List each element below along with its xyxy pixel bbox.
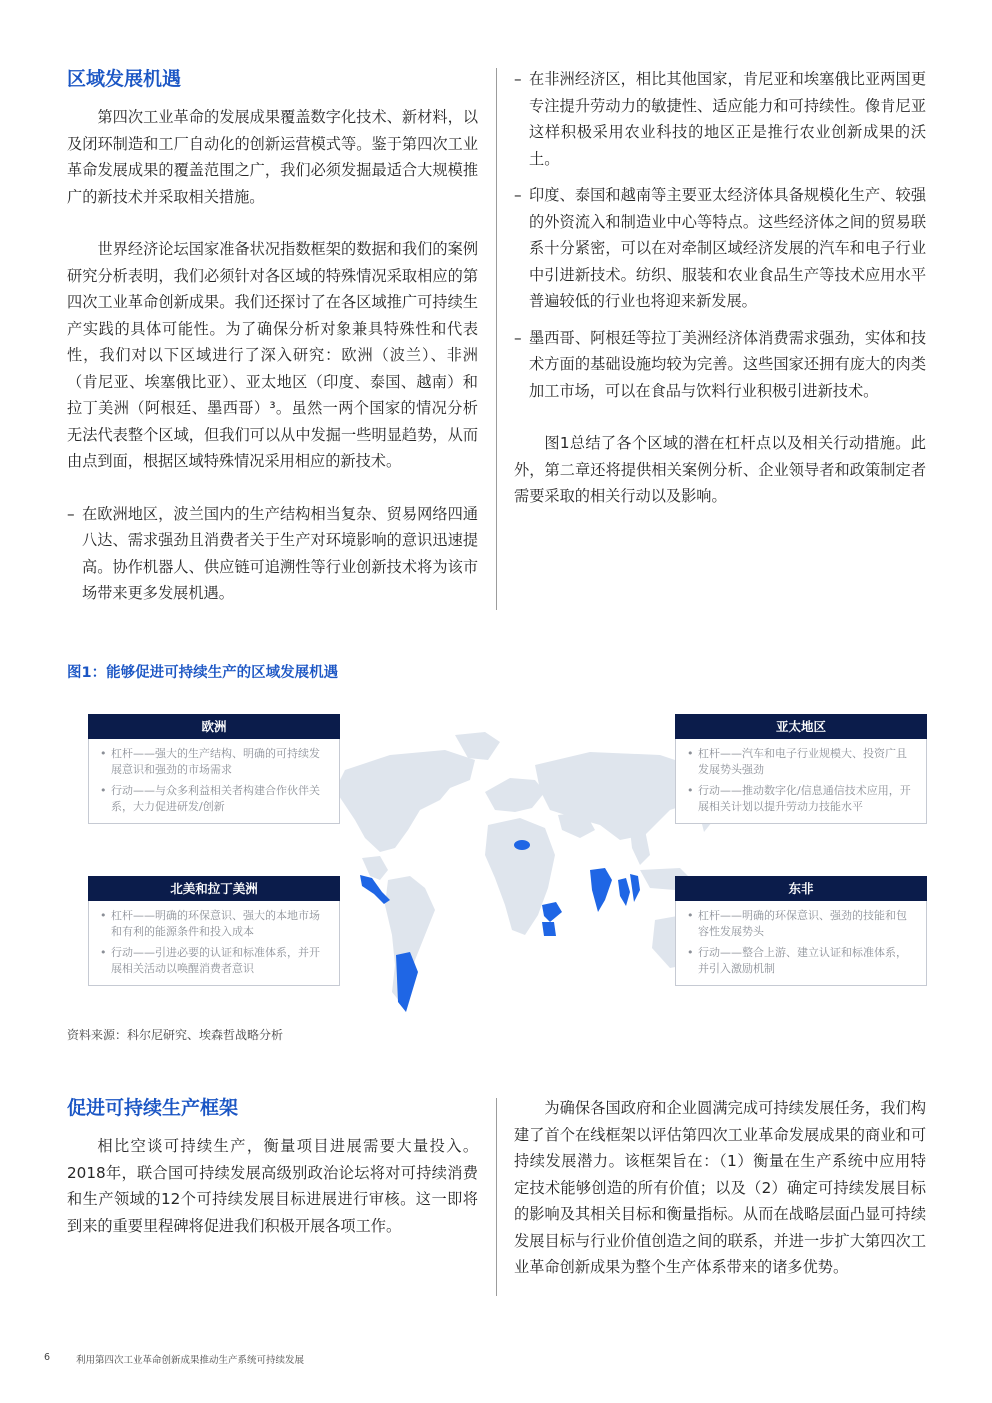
figure-source: 资料来源：科尔尼研究、埃森哲战略分析 [67, 1028, 284, 1042]
region-card-americas [88, 876, 340, 986]
card-title: 东非 [675, 876, 927, 901]
card-title: 北美和拉丁美洲 [88, 876, 340, 901]
bullet-list [514, 66, 926, 404]
right-column-bottom [514, 1095, 926, 1281]
list-item: – 墨西哥、阿根廷等拉丁美洲经济体消费需求强劲，实体和技术方面的基础设施均较为完善。这些国家还拥有庞大的肉类加工市场，可以在食品与饮料行业积极引进新技术。 [514, 325, 926, 405]
mexico-highlight [360, 875, 390, 904]
card-body [88, 901, 340, 986]
region-card-east-africa [675, 876, 927, 986]
card-item: • 行动——整合上游、建立认证和标准体系，并引入激励机制 [685, 945, 917, 977]
paragraph: 图1总结了各个区域的潜在杠杆点以及相关行动措施。此外，第二章还将提供相关案例分析、企业领导者和政策制定者需要采取的相关行动以及影响。 [514, 434, 926, 505]
section-heading-regional: 区域发展机遇 [67, 68, 182, 90]
left-column-bottom [67, 1095, 478, 1239]
card-item: • 杠杆——明确的环保意识、强劲的技能和包容性发展势头 [685, 908, 917, 940]
paragraph: 第四次工业革命的发展成果覆盖数字化技术、新材料，以及闭环制造和工厂自动化的创新运营模式等。鉴于第四次工业革命发展成果的覆盖范围之广，我们必须发掘最适合大规模推广的新技术并采取相关措施。 [67, 108, 478, 206]
world-map [300, 730, 720, 1020]
card-title: 欧洲 [88, 714, 340, 739]
card-item: • 行动——引进必要的认证和标准体系，并开展相关活动以唤醒消费者意识 [98, 945, 330, 977]
map-land [335, 732, 715, 1002]
ethiopia-highlight [542, 902, 562, 922]
bullet-list [67, 501, 478, 607]
card-item: • 行动——与众多利益相关者构建合作伙伴关系，大力促进研发/创新 [98, 783, 330, 815]
card-body [675, 739, 927, 824]
thailand-highlight [618, 878, 630, 906]
right-column-top [514, 66, 926, 510]
list-item: – 印度、泰国和越南等主要亚太经济体具备规模化生产、较强的外资流入和制造业中心等特点。这些经济体之间的贸易联系十分紧密，可以在对牵制区域经济发展的汽车和电子行业中引进新技术。纺织、服装和农业食品生产等技术应用水平普遍较低的行业也将迎来新发展。 [514, 182, 926, 315]
india-highlight [590, 868, 612, 912]
card-item: • 杠杆——明确的环保意识、强大的本地市场和有利的能源条件和投入成本 [98, 908, 330, 940]
column-divider [496, 1098, 497, 1296]
region-card-europe [88, 714, 340, 824]
card-item: • 杠杆——强大的生产结构、明确的可持续发展意识和强劲的市场需求 [98, 746, 330, 778]
column-divider [496, 68, 497, 610]
section-heading-framework: 促进可持续生产框架 [67, 1097, 239, 1119]
card-body [88, 739, 340, 824]
card-title: 亚太地区 [675, 714, 927, 739]
page-number: 6 [44, 1352, 51, 1363]
left-column-top [67, 66, 478, 607]
card-item: • 杠杆——汽车和电子行业规模大、投资广且发展势头强劲 [685, 746, 917, 778]
card-item: • 行动——推动数字化/信息通信技术应用，开展相关计划以提升劳动力技能水平 [685, 783, 917, 815]
poland-highlight [514, 840, 530, 850]
vietnam-highlight [630, 874, 640, 902]
paragraph: 相比空谈可持续生产，衡量项目进展需要大量投入。2018年，联合国可持续发展高级别政治论坛将对可持续消费和生产领域的12个可持续发展目标进展进行审核。这一即将到来的重要里程碑将促进我们积极开展各项工作。 [67, 1137, 478, 1235]
list-item: – 在非洲经济区，相比其他国家，肯尼亚和埃塞俄比亚两国更专注提升劳动力的敏捷性、适应能力和可持续性。像肯尼亚这样积极采用农业科技的地区正是推行农业创新成果的沃土。 [514, 66, 926, 172]
paragraph: 为确保各国政府和企业圆满完成可持续发展任务，我们构建了首个在线框架以评估第四次工业革命发展成果的商业和可持续发展潜力。该框架旨在：（1）衡量在生产系统中应用特定技术能够创造的所有价值；以及（2）确定可持续发展目标的影响及其相关目标和衡量指标。从而在战略层面凸显可持续发展目标与行业价值创造之间的联系，并进一步扩大第四次工业革命创新成果为整个生产体系带来的诸多优势。 [514, 1099, 926, 1276]
card-body [675, 901, 927, 986]
kenya-highlight [542, 922, 556, 936]
footer-title: 利用第四次工业革命创新成果推动生产系统可持续发展 [76, 1355, 305, 1366]
figure-title: 图1：能够促进可持续生产的区域发展机遇 [67, 665, 339, 681]
list-item: – 在欧洲地区，波兰国内的生产结构相当复杂、贸易网络四通八达、需求强劲且消费者关于生产对环境影响的意识迅速提高。协作机器人、供应链可追溯性等行业创新技术将为该市场带来更多发展机遇。 [67, 501, 478, 607]
paragraph: 世界经济论坛国家准备状况指数框架的数据和我们的案例研究分析表明，我们必须针对各区域的特殊情况采取相应的第四次工业革命创新成果。我们还探讨了在各区域推广可持续生产实践的具体可能性。为了确保分析对象兼具特殊性和代表性，我们对以下区域进行了深入研究：欧洲（波兰）、非洲（肯尼亚、埃塞俄比亚）、亚太地区（印度、泰国、越南）和拉丁美洲（阿根廷、墨西哥）³。虽然一两个国家的情况分析无法代表整个区域，但我们可以从中发掘一些明显趋势，从而由点到面，根据区域特殊情况采用相应的新技术。 [67, 240, 478, 470]
region-card-asia-pacific [675, 714, 927, 824]
